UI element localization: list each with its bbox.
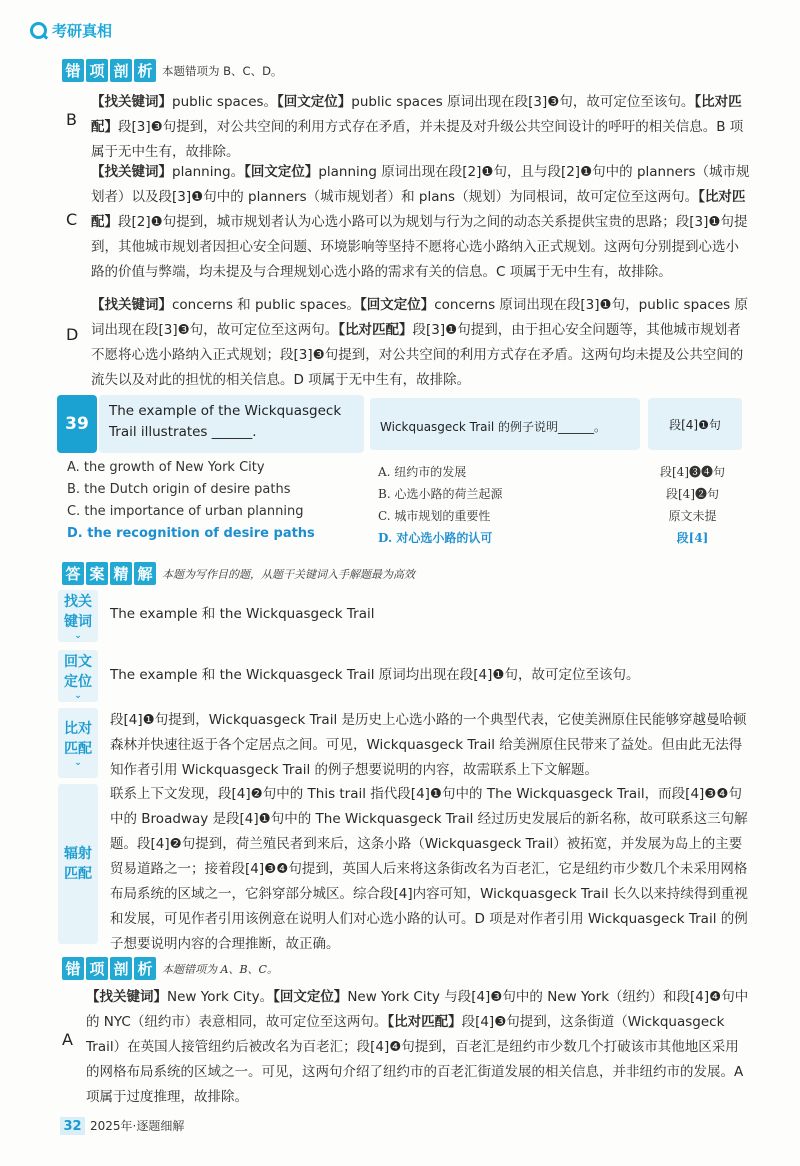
section-note: 本题错项为 B、C、D。 xyxy=(162,63,283,78)
option-b-analysis: 【找关键词】public spaces。【回文定位】public spaces 原词出现在段[3]❸句，故可定位至该句。【比对匹配】段[3]❸句提到，对公共空间的利用方式存在矛盾，并未提及对升级公共空间设计的呼吁的相关信息。B 项属于无中生有，故排除。 xyxy=(91,94,744,160)
option-letter-b: B xyxy=(66,110,77,129)
option-c-en: C. the importance of urban planning xyxy=(67,504,304,519)
option-c-zh: C. 城市规划的重要性 xyxy=(378,509,491,523)
step-radiate-text: 联系上下文发现，段[4]❷句中的 This trail 指代段[4]❶句中的 The Wickquasgeck Trail，而段[4]❸❹句中的 Broadway 是段[4]❶句中的 The Wickquasgeck Trail 经过历史发展后的新名称，故可联系这三句解题。段[4]❷句提到，荷兰殖民者到来后，这条小路（Wickquasgeck Trail）被拓宽，并发展为岛上的主要贸易道路之一；接着段[4]❸❹句提到，英国人后来将这条街改名为百老汇，它是纽约市少数几个未采用网格布局系统的区域之一，它斜穿部分城区。综合段[4]内容可知，Wickquasgeck Trail 长久以来持续得到重视和发展，可见作者引用该例意在说明人们对心选小路的认可。D 项是对作者引用 Wickquasgeck Trail 的例子想要说明内容的合理推断，故正确。 xyxy=(110,786,748,952)
options-zh xyxy=(378,463,502,551)
option-b-loc: 段[4]❷句 xyxy=(666,487,719,501)
section-wrong-options-head-2 xyxy=(62,957,278,980)
page-number: 32 xyxy=(60,1117,85,1135)
option-a-loc: 段[4]❸❹句 xyxy=(660,465,725,479)
step-label-radiate: 辐射 匹配 xyxy=(58,784,98,944)
options-en xyxy=(67,460,315,548)
footer-title: 2025年·逐题细解 xyxy=(90,1119,185,1133)
chevron-down-icon: ⌄ xyxy=(74,758,82,768)
option-a-zh: A. 纽约市的发展 xyxy=(378,465,467,479)
option-b-zh: B. 心选小路的荷兰起源 xyxy=(378,487,503,501)
question-stem-zh: Wickquasgeck Trail 的例子说明______。 xyxy=(370,398,640,450)
question-stem-en: The example of the Wickquasgeck Trail illustrates ______. xyxy=(99,395,364,453)
chevron-down-icon: ⌄ xyxy=(74,691,82,701)
option-c-loc: 原文未提 xyxy=(668,509,717,523)
search-icon xyxy=(30,22,47,39)
chevron-down-icon: ⌄ xyxy=(74,631,82,641)
option-b-en: B. the Dutch origin of desire paths xyxy=(67,482,291,497)
option-d-zh: D. 对心选小路的认可 xyxy=(378,531,493,545)
option-letter-a: A xyxy=(62,1030,73,1049)
option-a-analysis: 【找关键词】New York City。【回文定位】New York City 与段[4]❸句中的 New York（纽约）和段[4]❹句中的 NYC（纽约市）表意相同，故可定位至这两句。【比对匹配】段[4]❸句提到，这条街道（Wickquasgeck Trail）在英国人接管纽约后被改名为百老汇；段[4]❹句提到，百老汇是纽约市少数几个打破该市其他地区采用的网格布局系统的区域之一。可见，这两句介绍了纽约市的百老汇街道发展的相关信息，并非纽约市的发展。A 项属于过度推理，故排除。 xyxy=(86,989,749,1105)
section-tag: 错 项 剖 析 xyxy=(62,59,156,82)
step-match-text: 段[4]❶句提到，Wickquasgeck Trail 是历史上心选小路的一个典型代表，它使美洲原住民能够穿越曼哈顿森林并快速往返于各个定居点之间。可见，Wickquasgeck Trail 给美洲原住民带来了益处。但由此无法得知作者引用 Wickquasgeck Trail 的例子想要说明的内容，故需联系上下文解题。 xyxy=(110,712,747,778)
step-label-match: 比对 匹配 ⌄ xyxy=(58,708,98,778)
question-location: 段[4]❶句 xyxy=(648,398,742,450)
option-d-analysis: 【找关键词】concerns 和 public spaces。【回文定位】concerns 原词出现在段[3]❶句，public spaces 原词出现在段[3]❸句，故可定位至这两句。【比对匹配】段[3]❶句提到，由于担心安全问题等，其他城市规划者不愿将心选小路纳入正式规划；段[3]❸句提到，对公共空间的利用方式存在矛盾。这两句均未提及公共空间的流失以及对此的担忧的相关信息。D 项属于无中生有，故排除。 xyxy=(91,297,748,388)
option-d-loc: 段[4] xyxy=(676,531,709,545)
step-locate-text: The example 和 the Wickquasgeck Trail 原词均出现在段[4]❶句，故可定位至该句。 xyxy=(110,667,640,683)
section-answer-head xyxy=(62,562,415,585)
section-note: 本题为写作目的题，从题干关键词入手解题最为高效 xyxy=(162,567,415,581)
section-wrong-options-head xyxy=(62,59,282,82)
brand-title: 考研真相 xyxy=(52,21,113,40)
section-tag: 错 项 剖 析 xyxy=(62,957,156,980)
step-keywords-text: The example 和 the Wickquasgeck Trail xyxy=(110,606,375,622)
step-label-locate: 回文 定位 ⌄ xyxy=(58,650,98,702)
section-tag: 答 案 精 解 xyxy=(62,562,156,585)
options-location xyxy=(655,463,730,551)
option-a-en: A. the growth of New York City xyxy=(67,460,265,475)
option-letter-d: D xyxy=(66,325,79,344)
option-d-en: D. the recognition of desire paths xyxy=(67,526,315,541)
option-c-analysis: 【找关键词】planning。【回文定位】planning 原词出现在段[2]❶句，且与段[2]❶句中的 planners（城市规划者）以及段[3]❶句中的 planners（城市规划者）和 plans（规划）为同根词，故可定位至这两句。【比对匹配】段[2]❶句提到，城市规划者认为心选小路可以为规划与行为之间的动态关系提供宝贵的思路；段[3]❶句提到，其他城市规划者因担心安全问题、环境影响等坚持不愿将心选小路纳入正式规划。这两句分别提到心选小路的价值与弊端，均未提及与合理规划心选小路的需求有关的信息。C 项属于无中生有，故排除。 xyxy=(91,164,750,280)
question-number: 39 xyxy=(57,395,97,453)
brand-logo xyxy=(30,18,112,42)
option-letter-c: C xyxy=(66,210,78,229)
step-label-keywords: 找关 键词 ⌄ xyxy=(58,590,98,642)
section-note: 本题错项为 A、B、C。 xyxy=(162,962,278,976)
